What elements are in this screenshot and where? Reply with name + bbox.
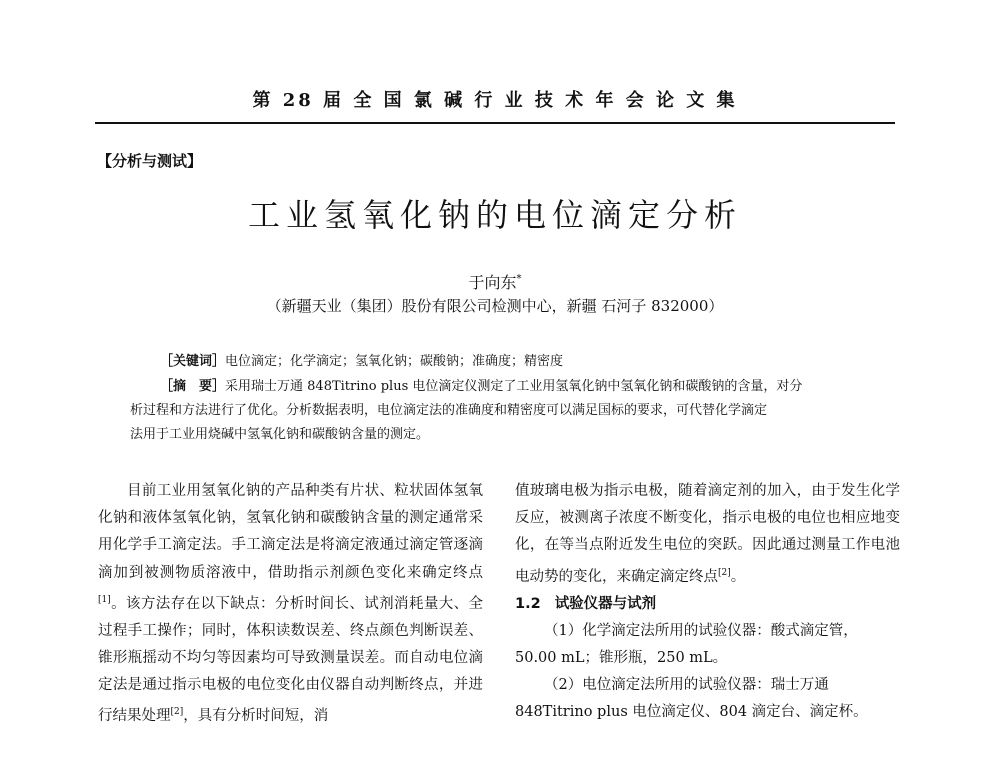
keywords-label: ［关键词］	[160, 354, 226, 369]
section-tag: 【分析与测试】	[97, 152, 203, 170]
principle-paragraph	[515, 478, 900, 591]
body-column-right	[515, 478, 900, 727]
intro-text-a: 目前工业用氢氧化钠的产品种类有片状、粒状固体氢氧化钠和液体氢氧化钠，氢氧化钠和碳酸钠含量的测定通常采用化学手工滴定法。手工滴定法是将滴定液通过滴定管逐滴滴加到被测物质溶液中，借助指示剂颜色变化来确定终点	[98, 483, 483, 581]
section-number: 1.2	[515, 595, 541, 612]
running-header: 第 28 届 全 国 氯 碱 行 业 技 术 年 会 论 文 集	[252, 90, 738, 111]
keywords-text: 电位滴定；化学滴定；氢氧化钠；碳酸钠；准确度；精密度	[225, 354, 564, 369]
keywords	[160, 350, 890, 374]
author-name: 于向东	[468, 273, 517, 292]
author-affiliation: （新疆天业（集团）股份有限公司检测中心，新疆 石河子 832000）	[266, 297, 724, 315]
header-rule	[95, 122, 895, 124]
article-title: 工业氢氧化钠的电位滴定分析	[247, 196, 742, 234]
principle-text-a: 值玻璃电极为指示电极，随着滴定剂的加入，由于发生化学反应，被测离子浓度不断变化，指示电极的电位也相应地变化，在等当点附近发生电位的突跃。因此通过测量工作电池电动势的变化，来确定滴定终点	[515, 483, 900, 585]
section-heading-1-2	[515, 591, 900, 618]
section-title: 试验仪器与试剂	[554, 595, 657, 612]
abstract-line-2: 析过程和方法进行了优化。分析数据表明，电位滴定法的准确度和精密度可以满足国标的要求，可代替化学滴定	[130, 403, 768, 418]
intro-paragraph	[98, 478, 483, 730]
abstract-line-3: 法用于工业用烧碱中氢氧化钠和碳酸钠含量的测定。	[130, 427, 430, 442]
abstract-label: ［摘 要］	[160, 379, 226, 394]
instrument-item-2-cont: 848Titrino plus 电位滴定仪、804 滴定台、滴定杯。	[515, 704, 868, 721]
intro-text-b: 。该方法存在以下缺点：分析时间长、试剂消耗量大、全过程手工操作；同时，体积读数误差、终点颜色判断误差、锥形瓶摇动不均匀等因素均可导致测量误差。而自动电位滴定法是通过指示电极的电位变化由仪器自动判断终点，并进行结果处理	[98, 595, 483, 725]
abstract-line-1	[130, 375, 890, 399]
principle-text-b: 。	[730, 568, 746, 585]
abstract	[130, 375, 890, 447]
citation-ref: [2]	[718, 567, 731, 578]
instrument-item-1-cont: 50.00 mL；锥形瓶，250 mL。	[515, 650, 728, 667]
citation-ref: [1]	[98, 594, 111, 605]
body-column-left	[98, 478, 483, 730]
author-footnote-mark: *	[516, 273, 522, 285]
author-line	[95, 270, 895, 293]
abstract-line-1-text: 采用瑞士万通 848Titrino plus 电位滴定仪测定了工业用氢氧化钠中氢氧化钠和碳酸钠的含量，对分	[225, 379, 803, 394]
instrument-item-1: （1）化学滴定法所用的试验仪器：酸式滴定管，	[544, 622, 858, 639]
intro-text-c: ，具有分析时间短，消	[183, 708, 329, 725]
instrument-item-2: （2）电位滴定法所用的试验仪器：瑞士万通	[544, 677, 829, 694]
citation-ref: [2]	[170, 707, 184, 718]
